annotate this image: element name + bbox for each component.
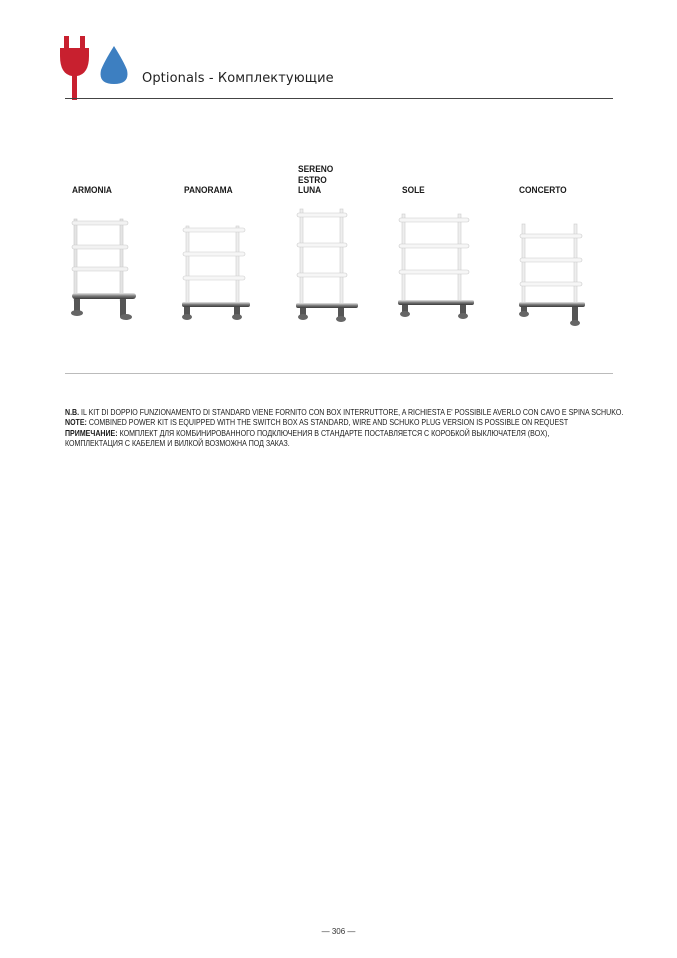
page-title: Optionals - Комплектующие bbox=[142, 71, 334, 86]
product-label-armonia: ARMONIA bbox=[72, 185, 112, 196]
product-image-concerto bbox=[516, 220, 588, 330]
note-russian-cont: КОМПЛЕКТАЦИЯ С КАБЕЛЕМ И ВИЛКОЙ ВОЗМОЖНА ПОД ЗАКАЗ. bbox=[65, 438, 290, 448]
section-divider bbox=[65, 373, 613, 374]
product-image-panorama bbox=[180, 222, 252, 322]
note-italian: N.B. IL KIT DI DOPPIO FUNZIONAMENTO DI STANDARD VIENE FORNITO CON BOX INTERRUTTORE, A RICHIESTA E' POSSIBILE AVERLO CON CAVO E SPINA SCHUKO. bbox=[65, 408, 624, 417]
header-icons bbox=[58, 34, 134, 100]
product-image-sereno-estro-luna bbox=[292, 205, 362, 323]
plug-icon bbox=[60, 36, 89, 100]
page-number: — 306 — bbox=[321, 927, 356, 936]
product-image-sole bbox=[396, 210, 476, 322]
header-divider bbox=[65, 98, 613, 99]
product-label-sereno-estro-luna: SERENO ESTRO LUNA bbox=[298, 164, 334, 196]
note-russian: ПРИМЕЧАНИЕ: КОМПЛЕКТ ДЛЯ КОМБИНИРОВАННОГО ПОДКЛЮЧЕНИЯ В СТАНДАРТЕ ПОСТАВЛЯЕТСЯ С КОРОБКОЙ ВЫКЛЮЧАТЕЛЯ (BOX), bbox=[65, 428, 550, 438]
note-english: NOTE: COMBINED POWER KIT IS EQUIPPED WITH THE SWITCH BOX AS STANDARD, WIRE AND SCHUKO PLUG VERSION IS POSSIBLE ON REQUEST bbox=[65, 418, 569, 428]
product-label-panorama: PANORAMA bbox=[184, 185, 233, 196]
product-label-sole: SOLE bbox=[402, 185, 425, 196]
product-label-concerto: CONCERTO bbox=[519, 185, 567, 196]
notes-block bbox=[65, 408, 624, 449]
water-drop-icon bbox=[101, 46, 128, 84]
product-image-armonia bbox=[68, 215, 140, 323]
